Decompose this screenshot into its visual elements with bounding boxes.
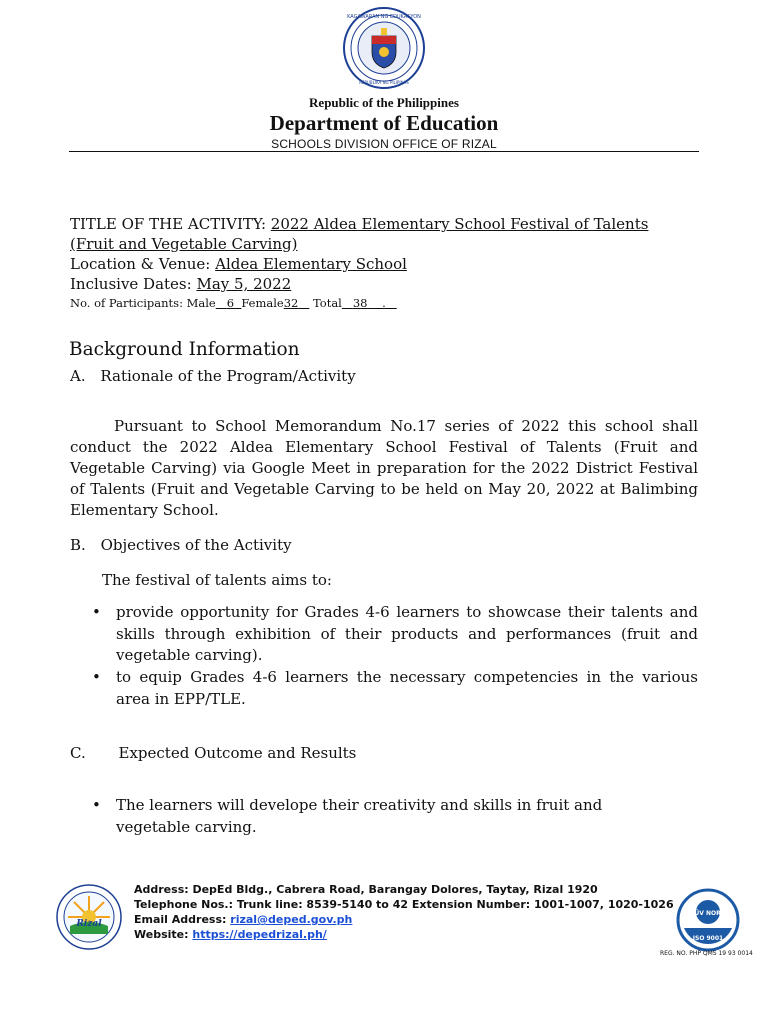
participants-label: No. of Participants: Male <box>70 296 216 310</box>
republic-heading: Republic of the Philippines <box>309 95 459 110</box>
tuv-iso-certification-logo <box>672 888 744 952</box>
total-label: Total <box>313 296 342 310</box>
dates-line <box>70 274 698 294</box>
female-count: 32 <box>283 296 299 310</box>
bullet-icon: • <box>92 603 101 621</box>
activity-title-label: TITLE OF THE ACTIVITY: <box>70 215 266 233</box>
rationale-paragraph <box>70 416 698 521</box>
section-b-title: Objectives of the Activity <box>100 536 292 554</box>
seal-text-top: KAGAWARAN NG EDUKASYON <box>347 14 421 20</box>
female-label: Female <box>241 296 284 310</box>
location-value: Aldea Elementary School <box>215 255 407 273</box>
section-b-heading <box>70 535 698 555</box>
male-count: 6 <box>226 296 235 310</box>
email-label: Email Address: <box>134 913 227 926</box>
total-count: 38 <box>352 296 368 310</box>
division-office: SCHOOLS DIVISION OFFICE OF RIZAL <box>271 137 497 151</box>
footer-contact <box>134 882 674 942</box>
list-item <box>92 795 655 838</box>
footer-address: Address: DepEd Bldg., Cabrera Road, Barangay Dolores, Taytay, Rizal 1920 <box>134 883 598 896</box>
header-rule <box>69 151 699 152</box>
activity-title-line <box>70 214 698 234</box>
section-a-letter: A. <box>70 367 86 385</box>
rizal-logo-text: Rizal <box>76 919 102 929</box>
website-link[interactable]: https://depedrizal.ph/ <box>192 928 327 941</box>
background-heading: Background Information <box>69 339 300 360</box>
participants-line: No. of Participants: Male 6 Female32 Total 38 . <box>70 296 397 310</box>
bullet-icon: • <box>92 668 101 686</box>
activity-title-value-2: (Fruit and Vegetable Carving) <box>70 235 298 253</box>
objectives-intro: The festival of talents aims to: <box>102 571 332 589</box>
footer-telephone: Telephone Nos.: Trunk line: 8539-5140 to 42 Extension Number: 1001-1007, 1020-1026 <box>134 898 674 911</box>
section-c-letter: C. <box>70 744 86 762</box>
activity-title-line2 <box>70 234 698 254</box>
email-link[interactable]: rizal@deped.gov.ph <box>230 913 353 926</box>
list-item <box>92 667 698 710</box>
location-label: Location & Venue: <box>70 255 211 273</box>
section-c-title: Expected Outcome and Results <box>118 744 357 762</box>
cert-registration: REG. NO. PHP QMS 19 93 0014 <box>660 950 753 957</box>
section-a-title: Rationale of the Program/Activity <box>100 367 356 385</box>
section-b-letter: B. <box>70 536 86 554</box>
tuv-brand-text: TÜV NORD <box>690 910 726 917</box>
website-label: Website: <box>134 928 189 941</box>
location-line <box>70 254 698 274</box>
list-item <box>92 602 698 667</box>
section-a-heading <box>70 366 698 386</box>
activity-title-value: 2022 Aldea Elementary School Festival of Talents <box>270 215 649 233</box>
objective-text-2: to equip Grades 4-6 learners the necessary competencies in the various area in EPP/TLE. <box>116 668 698 708</box>
section-c-heading <box>70 743 698 763</box>
department-title: Department of Education <box>269 111 499 135</box>
dates-value: May 5, 2022 <box>196 275 292 293</box>
footer-website-line <box>134 927 674 942</box>
objective-text-1: provide opportunity for Grades 4-6 learners to showcase their talents and skills through exhibition of their products and performances (fruit and vegetable carving). <box>116 603 698 664</box>
bullet-icon: • <box>92 796 101 814</box>
outcome-text-1: The learners will develope their creativity and skills in fruit and vegetable carving. <box>116 796 603 836</box>
sdo-rizal-logo <box>56 884 122 950</box>
dates-label: Inclusive Dates: <box>70 275 192 293</box>
seal-text-bottom: REPUBLIKA NG PILIPINAS <box>359 80 409 85</box>
deped-seal-logo <box>342 6 426 90</box>
footer-email-line <box>134 912 674 927</box>
rationale-text: Pursuant to School Memorandum No.17 series of 2022 this school shall conduct the 2022 Aldea Elementary School Festival of Talents (Fruit and Vegetable Carving) via Google Meet in preparation for the 2022 District Festival of Talents (Fruit and Vegetable Carving to be held on May 20, 2022 at Balimbing Elementary School. <box>70 417 698 519</box>
iso-text: ISO 9001 <box>692 935 724 942</box>
